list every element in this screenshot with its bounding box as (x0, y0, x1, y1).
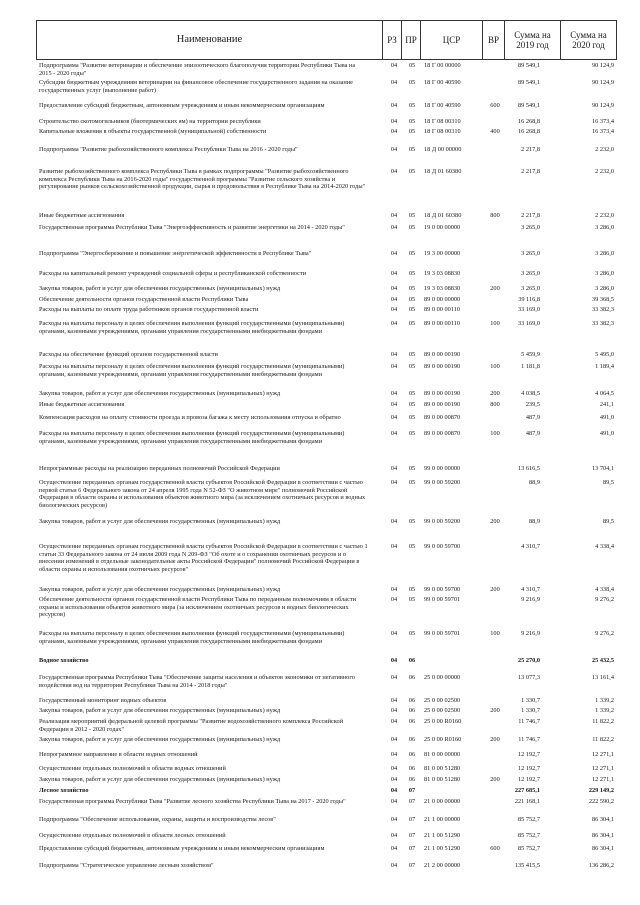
cell-pr: 05 (408, 285, 416, 292)
cell-s1: 3 265,0 (521, 224, 540, 231)
cell-name: Подпрограмма "Стратегическое управление лесным хозяйством" (39, 862, 214, 869)
cell-s1: 135 415,5 (514, 862, 540, 869)
cell-name: Осуществление переданных органам государственной власти субъектов Российской Федерации в соответствии с частью 1 статьи 33 Федерального закона от 24 июля 2009 года N 209-ФЗ "Об охоте и о сохранении охотничьих ресурсов и о внесении изменений в отдельные законодательные акты Российской Федерации" полномочий Российской Федерации в области охраны и использования охотничьих ресурсов" (39, 543, 368, 573)
cell-pr: 05 (408, 363, 416, 370)
cell-s2: 241,1 (599, 401, 614, 408)
cell-rz: 04 (390, 306, 398, 313)
cell-rz: 04 (390, 862, 398, 869)
cell-rz: 04 (390, 168, 398, 175)
cell-s2: 90 124,9 (591, 62, 614, 69)
cell-s2: 136 286,2 (588, 862, 614, 869)
cell-vr: 800 (490, 212, 500, 219)
cell-s2: 5 495,0 (595, 351, 614, 358)
cell-name: Осуществление отдельных полномочий в области лесных отношений (39, 832, 226, 839)
cell-rz: 04 (390, 102, 398, 109)
cell-s2: 4 064,5 (595, 390, 614, 397)
cell-s1: 4 310,7 (521, 543, 540, 550)
cell-s2: 89,5 (602, 479, 614, 486)
cell-pr: 07 (408, 845, 416, 852)
cell-rz: 04 (390, 718, 398, 725)
cell-csr: 18 Г 00 40590 (424, 79, 461, 86)
cell-rz: 04 (390, 414, 398, 421)
cell-rz: 04 (390, 674, 398, 681)
cell-pr: 05 (408, 401, 416, 408)
cell-name: Расходы на выплаты персоналу в целях обеспечения выполнения функций государственными (муниципальными) органами, казенными учреждениями, органами управления государственными внебюджетными фондами (39, 430, 345, 445)
cell-csr: 21 0 00 00000 (424, 798, 461, 805)
cell-csr: 25 0 00 02500 (424, 697, 461, 704)
cell-rz: 04 (390, 363, 398, 370)
cell-name: Закупка товаров, работ и услуг для обеспечения государственных (муниципальных) нужд (39, 390, 281, 397)
cell-rz: 04 (390, 657, 398, 664)
cell-name: Субсидии бюджетным учреждениям ветеринарии на финансовое обеспечение государственного задания на оказание государственных услуг (выполнение работ) (39, 79, 353, 94)
cell-name: Обеспечение деятельности органов государственной власти Республики Тыва (39, 296, 249, 303)
cell-s1: 25 270,0 (517, 657, 540, 664)
cell-pr: 07 (408, 798, 416, 805)
cell-pr: 05 (408, 128, 416, 135)
cell-s2: 25 432,5 (591, 657, 614, 664)
cell-s1: 12 192,7 (517, 751, 540, 758)
cell-s1: 3 265,0 (521, 250, 540, 257)
cell-name: Компенсация расходов на оплату стоимости проезда и провоза багажа к месту использования отпуска и обратно (39, 414, 341, 421)
cell-name: Расходы на выплаты по оплате труда работников органов государственной власти (39, 306, 259, 313)
cell-csr: 21 1 00 51290 (424, 845, 461, 852)
cell-s1: 89 549,1 (517, 102, 540, 109)
cell-rz: 04 (390, 401, 398, 408)
cell-rz: 04 (390, 787, 398, 794)
cell-s2: 86 304,1 (591, 832, 614, 839)
cell-s2: 13 161,4 (591, 674, 614, 681)
cell-name: Непрограммные расходы на реализацию переданных полномочий Российской Федерации (39, 465, 280, 472)
cell-pr: 06 (408, 718, 416, 725)
cell-name: Подпрограмма "Развитие рыбохозяйственного комплекса Республики Тыва на 2016 - 2020 годы" (39, 146, 298, 153)
cell-csr: 89 0 00 00190 (424, 351, 461, 358)
cell-pr: 06 (408, 765, 416, 772)
cell-pr: 06 (408, 707, 416, 714)
cell-name: Расходы на выплаты персоналу в целях обеспечения выполнения функций государственными (муниципальными) органами, казенными учреждениями, органами управления государственными внебюджетными фондами (39, 630, 345, 645)
cell-name: Закупка товаров, работ и услуг для обеспечения государственных (муниципальных) нужд (39, 776, 281, 783)
cell-s2: 229 149,2 (588, 787, 614, 794)
cell-csr: 19 3 03 08830 (424, 285, 461, 292)
cell-rz: 04 (390, 62, 398, 69)
cell-rz: 04 (390, 816, 398, 823)
cell-rz: 04 (390, 270, 398, 277)
cell-pr: 07 (408, 832, 416, 839)
cell-s2: 12 271,1 (591, 751, 614, 758)
cell-s2: 1 339,2 (595, 697, 614, 704)
cell-s2: 12 271,1 (591, 765, 614, 772)
cell-s1: 9 216,9 (521, 596, 540, 603)
cell-s1: 85 752,7 (517, 845, 540, 852)
cell-s2: 86 304,1 (591, 845, 614, 852)
cell-pr: 06 (408, 751, 416, 758)
cell-name: Подпрограмма "Обеспечение использования, охраны, защиты и воспроизводства лесов" (39, 816, 276, 823)
cell-s1: 12 192,7 (517, 776, 540, 783)
cell-rz: 04 (390, 707, 398, 714)
cell-pr: 05 (408, 596, 416, 603)
cell-name: Государственный мониторинг водных объектов (39, 697, 167, 704)
cell-name: Осуществление переданных органам государственной власти субъектов Российской Федерации в соответствии с частью первой статьи 6 Федерального закона от 24 апреля 1995 года N 52-ФЗ "О животном мире" полномочий Российской Федерации в области охраны и использования объектов животного мира (за исключением охотничьих ресурсов и водных биологических ресурсов) (39, 479, 366, 509)
cell-s2: 1 189,4 (595, 363, 614, 370)
cell-s1: 89 549,1 (517, 62, 540, 69)
cell-name: Иные бюджетные ассигнования (39, 401, 125, 408)
cell-name: Иные бюджетные ассигнования (39, 212, 125, 219)
cell-s2: 39 368,5 (591, 296, 614, 303)
cell-csr: 18 Д 01 60380 (424, 212, 462, 219)
cell-vr: 600 (490, 845, 500, 852)
cell-vr: 100 (490, 630, 500, 637)
cell-rz: 04 (390, 697, 398, 704)
cell-vr: 200 (490, 776, 500, 783)
cell-rz: 04 (390, 250, 398, 257)
header-sum-2019: Сумма на 2019 год (505, 21, 561, 60)
header-sum-2020: Сумма на 2020 год (561, 21, 617, 60)
cell-csr: 89 0 00 00870 (424, 430, 461, 437)
cell-rz: 04 (390, 765, 398, 772)
cell-s1: 3 265,0 (521, 285, 540, 292)
cell-rz: 04 (390, 118, 398, 125)
cell-pr: 05 (408, 146, 416, 153)
cell-csr: 18 Г 08 00310 (424, 128, 461, 135)
cell-name: Государственная программа Республики Тыва "Обеспечение защиты населения и объектов экономики от негативного воздействия вод на территории Республики Тыва на 2014 - 2018 годы" (39, 674, 355, 689)
cell-csr: 99 0 00 59200 (424, 479, 461, 486)
cell-name: Расходы на выплаты персоналу в целях обеспечения выполнения функций государственными (муниципальными) органами, казенными учреждениями, органами управления государственными внебюджетными фондами (39, 363, 345, 378)
cell-rz: 04 (390, 776, 398, 783)
cell-s1: 33 169,0 (517, 320, 540, 327)
cell-pr: 05 (408, 62, 416, 69)
cell-csr: 25 0 00 R0160 (424, 736, 462, 743)
cell-csr: 19 0 00 00000 (424, 224, 461, 231)
cell-s2: 86 304,1 (591, 816, 614, 823)
cell-pr: 05 (408, 586, 416, 593)
cell-rz: 04 (390, 390, 398, 397)
cell-rz: 04 (390, 351, 398, 358)
cell-vr: 100 (490, 430, 500, 437)
cell-s1: 1 330,7 (521, 697, 540, 704)
cell-s1: 2 217,8 (521, 168, 540, 175)
cell-name: Реализация мероприятий федеральной целевой программы "Развитие водохозяйственного комплекса Российской Федерации в 2012 - 2020 годах" (39, 718, 344, 733)
cell-s2: 90 124,9 (591, 102, 614, 109)
cell-csr: 19 3 03 08830 (424, 270, 461, 277)
cell-pr: 07 (408, 816, 416, 823)
cell-pr: 06 (408, 776, 416, 783)
cell-s1: 12 192,7 (517, 765, 540, 772)
cell-s2: 33 382,3 (591, 320, 614, 327)
cell-s2: 33 382,3 (591, 306, 614, 313)
cell-csr: 81 0 00 51280 (424, 765, 461, 772)
cell-rz: 04 (390, 128, 398, 135)
cell-name: Обеспечение деятельности органов государственной власти Республики Тыва по переданным полномочиям в области охраны и использования объектов животного мира (за исключением охотничьих ресурсов и водных биологических ресурсов) (39, 596, 356, 619)
cell-s2: 3 286,0 (595, 285, 614, 292)
cell-s1: 1 181,8 (521, 363, 540, 370)
cell-pr: 05 (408, 320, 416, 327)
cell-csr: 81 0 00 51280 (424, 776, 461, 783)
cell-vr: 200 (490, 390, 500, 397)
cell-s2: 1 339,2 (595, 707, 614, 714)
cell-rz: 04 (390, 430, 398, 437)
cell-pr: 05 (408, 390, 416, 397)
cell-pr: 05 (408, 79, 416, 86)
cell-csr: 89 0 00 00190 (424, 390, 461, 397)
cell-pr: 07 (408, 862, 416, 869)
cell-pr: 05 (408, 212, 416, 219)
cell-rz: 04 (390, 479, 398, 486)
cell-s1: 487,9 (525, 430, 540, 437)
cell-csr: 18 Д 01 60380 (424, 168, 462, 175)
cell-s1: 239,5 (525, 401, 540, 408)
cell-s2: 2 232,0 (595, 168, 614, 175)
cell-s1: 16 268,8 (517, 128, 540, 135)
cell-name: Капитальные вложения в объекты государственной (муниципальной) собственности (39, 128, 267, 135)
cell-rz: 04 (390, 79, 398, 86)
cell-s2: 11 822,2 (592, 718, 614, 725)
cell-name: Закупка товаров, работ и услуг для обеспечения государственных (муниципальных) нужд (39, 586, 281, 593)
cell-s2: 9 276,2 (595, 596, 614, 603)
cell-pr: 05 (408, 543, 416, 550)
cell-pr: 06 (408, 657, 416, 664)
cell-csr: 81 0 00 00000 (424, 751, 461, 758)
cell-rz: 04 (390, 630, 398, 637)
header-rz: РЗ (383, 21, 402, 60)
cell-name: Расходы на капитальный ремонт учреждений социальной сферы и республиканской собственности (39, 270, 307, 277)
cell-pr: 06 (408, 736, 416, 743)
cell-s1: 33 169,0 (517, 306, 540, 313)
cell-name: Закупка товаров, работ и услуг для обеспечения государственных (муниципальных) нужд (39, 285, 281, 292)
cell-name: Строительство скотомогильников (биотермических ям) на территории республики (39, 118, 261, 125)
cell-rz: 04 (390, 146, 398, 153)
cell-s2: 4 338,4 (595, 543, 614, 550)
cell-vr: 100 (490, 320, 500, 327)
cell-csr: 99 0 00 00000 (424, 465, 461, 472)
cell-rz: 04 (390, 586, 398, 593)
cell-csr: 21 1 00 00000 (424, 816, 461, 823)
cell-pr: 05 (408, 250, 416, 257)
cell-csr: 99 0 00 59200 (424, 518, 461, 525)
cell-rz: 04 (390, 296, 398, 303)
cell-csr: 19 3 00 00000 (424, 250, 461, 257)
cell-vr: 400 (490, 128, 500, 135)
cell-csr: 25 0 00 02500 (424, 707, 461, 714)
cell-csr: 99 0 00 59700 (424, 543, 461, 550)
cell-s1: 5 459,9 (521, 351, 540, 358)
cell-csr: 18 Г 00 40590 (424, 102, 461, 109)
cell-csr: 25 0 00 00000 (424, 674, 461, 681)
cell-s2: 89,5 (602, 518, 614, 525)
cell-pr: 06 (408, 697, 416, 704)
cell-s2: 16 373,4 (591, 128, 614, 135)
cell-pr: 05 (408, 465, 416, 472)
cell-s2: 491,0 (599, 430, 614, 437)
cell-s2: 491,0 (599, 414, 614, 421)
cell-s2: 90 124,9 (591, 79, 614, 86)
cell-rz: 04 (390, 285, 398, 292)
cell-name: Закупка товаров, работ и услуг для обеспечения государственных (муниципальных) нужд (39, 707, 281, 714)
cell-name: Развитие рыбохозяйственного комплекса Республики Тыва в рамках подпрограммы "Развитие рыбохозяйственного комплекса Республики Тыва на 2016-2020 годы" государственной программы "Развитие сельского хозяйства и регулирование рынков сельскохозяйственной продукции, сырья и продовольствия в Республике Тыва на 2014-2020 годы" (39, 168, 366, 191)
cell-s1: 4 038,5 (521, 390, 540, 397)
cell-rz: 04 (390, 518, 398, 525)
cell-vr: 200 (490, 586, 500, 593)
cell-csr: 21 2 00 00000 (424, 862, 461, 869)
cell-name: Непрограммное направление в области водных отношений (39, 751, 198, 758)
cell-csr: 89 0 00 00870 (424, 414, 461, 421)
cell-name: Государственная программа Республики Тыва "Энергоэффективность и развитие энергетики на 2014 - 2020 годы" (39, 224, 345, 231)
cell-rz: 04 (390, 224, 398, 231)
header-vr: ВР (483, 21, 505, 60)
cell-rz: 04 (390, 596, 398, 603)
cell-name: Расходы на обеспечение функций органов государственной власти (39, 351, 218, 358)
cell-s1: 9 216,9 (521, 630, 540, 637)
header-pr: ПР (402, 21, 421, 60)
cell-pr: 05 (408, 351, 416, 358)
cell-s2: 222 590,2 (588, 798, 614, 805)
cell-s1: 89 549,1 (517, 79, 540, 86)
cell-s2: 2 232,0 (595, 212, 614, 219)
cell-s1: 487,9 (525, 414, 540, 421)
cell-name: Лесное хозяйство (39, 787, 89, 794)
cell-pr: 05 (408, 430, 416, 437)
cell-pr: 05 (408, 270, 416, 277)
cell-csr: 89 0 00 00190 (424, 401, 461, 408)
cell-pr: 07 (408, 787, 416, 794)
cell-name: Государственная программа Республики Тыва "Развитие лесного хозяйства Республики Тыва на 2017 - 2020 годы" (39, 798, 346, 805)
cell-pr: 05 (408, 518, 416, 525)
cell-pr: 05 (408, 168, 416, 175)
cell-name: Предоставление субсидий бюджетным, автономным учреждениям и иным некоммерческим организациям (39, 102, 325, 109)
cell-s2: 13 704,1 (591, 465, 614, 472)
cell-pr: 06 (408, 674, 416, 681)
cell-name: Осуществление отдельных полномочий в области водных отношений (39, 765, 226, 772)
cell-s1: 88,9 (528, 518, 540, 525)
cell-s1: 1 330,7 (521, 707, 540, 714)
cell-s1: 88,9 (528, 479, 540, 486)
cell-s2: 3 286,0 (595, 250, 614, 257)
cell-rz: 04 (390, 845, 398, 852)
cell-pr: 05 (408, 224, 416, 231)
cell-vr: 200 (490, 285, 500, 292)
cell-pr: 05 (408, 306, 416, 313)
cell-s2: 3 286,0 (595, 224, 614, 231)
cell-rz: 04 (390, 212, 398, 219)
header-csr: ЦСР (421, 21, 483, 60)
cell-s2: 9 276,2 (595, 630, 614, 637)
cell-csr: 99 0 00 59700 (424, 586, 461, 593)
cell-s2: 16 373,4 (591, 118, 614, 125)
cell-rz: 04 (390, 832, 398, 839)
cell-pr: 05 (408, 479, 416, 486)
cell-name: Подпрограмма "Энергосбережение и повышение энергетической эффективности в Республике Тыва" (39, 250, 312, 257)
cell-pr: 05 (408, 296, 416, 303)
cell-vr: 200 (490, 518, 500, 525)
cell-vr: 200 (490, 736, 500, 743)
cell-s1: 221 168,1 (514, 798, 540, 805)
cell-rz: 04 (390, 751, 398, 758)
cell-s2: 11 822,2 (592, 736, 614, 743)
cell-csr: 89 0 00 00110 (424, 306, 460, 313)
cell-pr: 05 (408, 118, 416, 125)
cell-s1: 16 268,8 (517, 118, 540, 125)
cell-s1: 39 116,8 (518, 296, 540, 303)
cell-csr: 89 0 00 00190 (424, 363, 461, 370)
cell-s1: 85 752,7 (517, 832, 540, 839)
cell-pr: 05 (408, 102, 416, 109)
cell-s1: 2 217,8 (521, 146, 540, 153)
cell-name: Расходы на выплаты персоналу в целях обеспечения выполнения функций государственными (муниципальными) органами, казенными учреждениями, органами управления государственными внебюджетными фондами (39, 320, 345, 335)
cell-s2: 2 232,0 (595, 146, 614, 153)
cell-name: Закупка товаров, работ и услуг для обеспечения государственных (муниципальных) нужд (39, 736, 281, 743)
cell-s1: 4 310,7 (521, 586, 540, 593)
cell-pr: 05 (408, 630, 416, 637)
cell-csr: 25 0 00 R0160 (424, 718, 462, 725)
cell-s1: 11 746,7 (518, 736, 540, 743)
cell-vr: 800 (490, 401, 500, 408)
cell-name: Предоставление субсидий бюджетным, автономным учреждениям и иным некоммерческим организациям (39, 845, 325, 852)
cell-s1: 13 077,3 (517, 674, 540, 681)
cell-s1: 11 746,7 (518, 718, 540, 725)
cell-s2: 12 271,1 (591, 776, 614, 783)
cell-vr: 200 (490, 707, 500, 714)
cell-s1: 227 685,1 (514, 787, 540, 794)
cell-s2: 4 338,4 (595, 586, 614, 593)
cell-s1: 13 616,5 (517, 465, 540, 472)
cell-csr: 18 Д 00 00000 (424, 146, 462, 153)
cell-rz: 04 (390, 320, 398, 327)
cell-csr: 99 0 00 59701 (424, 630, 461, 637)
cell-s1: 3 265,0 (521, 270, 540, 277)
cell-s2: 3 286,0 (595, 270, 614, 277)
cell-csr: 89 0 00 00000 (424, 296, 461, 303)
cell-name: Водное хозяйство (39, 657, 89, 664)
cell-csr: 18 Г 08 00310 (424, 118, 461, 125)
cell-name: Закупка товаров, работ и услуг для обеспечения государственных (муниципальных) нужд (39, 518, 281, 525)
cell-pr: 05 (408, 414, 416, 421)
cell-vr: 100 (490, 363, 500, 370)
cell-s1: 2 217,8 (521, 212, 540, 219)
cell-vr: 600 (490, 102, 500, 109)
cell-csr: 89 0 00 00110 (424, 320, 460, 327)
cell-name: Подпрограмма "Развитие ветеринарии и обеспечение эпизоотического благополучия территории Республики Тыва на 2015 - 2020 годы" (39, 62, 356, 77)
cell-rz: 04 (390, 465, 398, 472)
cell-rz: 04 (390, 736, 398, 743)
cell-rz: 04 (390, 798, 398, 805)
cell-csr: 18 Г 00 00000 (424, 62, 461, 69)
cell-rz: 04 (390, 543, 398, 550)
cell-csr: 99 0 00 59701 (424, 596, 461, 603)
header-name: Наименование (37, 21, 383, 60)
cell-csr: 21 1 00 51290 (424, 832, 461, 839)
cell-s1: 85 752,7 (517, 816, 540, 823)
